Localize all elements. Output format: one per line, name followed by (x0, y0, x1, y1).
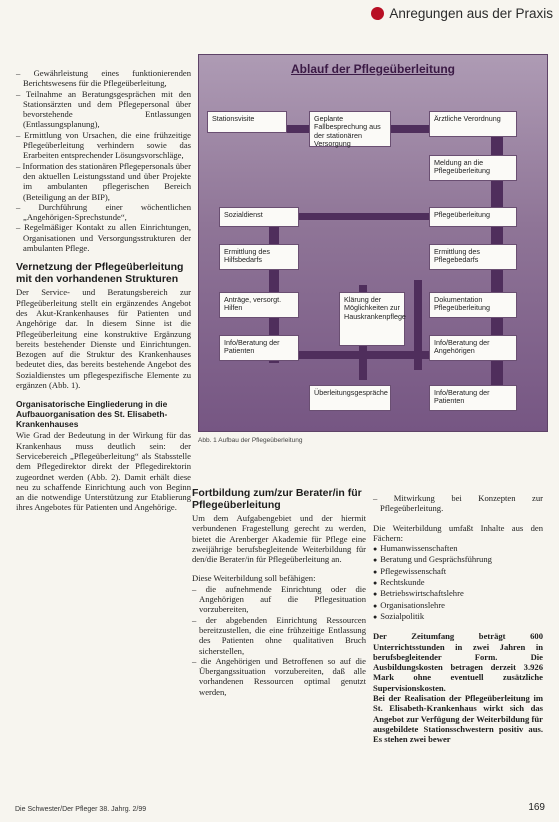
subject-item: ● Organisationslehre (373, 600, 445, 610)
box-sozialdienst: Sozialdienst (219, 207, 299, 227)
list-item: – Mitwirkung bei Konzepten zur Pflegeüberleitung. (373, 493, 543, 514)
list-item: – die Angehörigen und Betroffenen so auf die Übergangssituation vorzubereiten, daß alle vorhandenen Ressourcen optimal genutzt werden, (192, 655, 366, 697)
paragraph: Um dem Aufgabengebiet und der hiermit verbundenen Fragestellung gerecht zu werden, bietet die Arenberger Akademie für Pflege eine zweijährige berufsbegleitende Weiterbildung für den/die Berater/in für Pflegeüberleitung an. (192, 513, 366, 565)
paragraph: Bei der Realisation der Pflegeüberleitung im St. Elisabeth-Krankenhaus wirkt sich das Angebot zur Verfügung der Weiterbildung für ausgebildete Stationsschwestern positiv aus. Es stehen zwei bewer (373, 693, 543, 745)
list-item: – Gewährleistung eines funktionierenden Berichtswesens für die Pflegeüberleitung, (16, 68, 191, 89)
section-heading: Fortbildung zum/zur Berater/in für Pflegeüberleitung (192, 487, 362, 511)
list-item: – Regelmäßiger Kontakt zu allen Einrichtungen, Organisationen und Versorgungsstrukturen der ambulanten Pflege. (16, 222, 191, 254)
box-klaerung: Klärung der Möglichkeiten zur Hauskrankenpflege (339, 292, 405, 346)
journal-footer: Die Schwester/Der Pfleger 38. Jahrg. 2/99 (15, 806, 147, 813)
column-right (373, 493, 543, 745)
paragraph: Diese Weiterbildung soll befähigen: (192, 573, 316, 584)
paragraph: Der Service- und Beratungsbereich zur Pflegeüberleitung stellt ein ergänzendes Angebot des Akut-Krankenhauses für Patienten und Angehörige dar. In diesem Sinne ist die Pflegeüberleitung eine konstruktive Ergänzung bereits bestehender Dienste und Einrichtungen. Bezogen auf die Struktur des Krankenhauses bedeutet dies, das bereits bestehende Angebot des Sozialdienstes um pflegespezifische Elemente zu ergänzen (Abb. 1). (16, 287, 191, 391)
subject-item: ● Sozialpolitik (373, 611, 424, 621)
subject-item: ● Pflegewissenschaft (373, 566, 446, 576)
page-number: 169 (528, 802, 545, 813)
column-left (16, 68, 191, 513)
box-fallbesprechung: Geplante Fallbesprechung aus der stationären Versorgung (309, 111, 391, 147)
box-info-angehoerige: Info/Beratung der Angehörigen (429, 335, 517, 361)
section-title: Anregungen aus der Praxis (389, 6, 553, 21)
list-item: – Durchführung einer wöchentlichen „Angehörigen-Sprechstunde“, (16, 201, 191, 223)
subject-item: ● Beratung und Gesprächsführung (373, 554, 492, 564)
box-info-patienten: Info/Beratung der Patienten (219, 335, 299, 361)
list-item: – Information des stationären Pflegepersonals über den aktuellen Leistungsstand und über Projekte im ambulanten pflegerischen Bereich (Beteiligung an der BIP), (16, 160, 191, 202)
section-heading: Vernetzung der Pflegeüberleitung mit den vorhandenen Strukturen (16, 261, 184, 285)
box-pflegeueberleitung: Pflegeüberleitung (429, 207, 517, 227)
paragraph: Wie Grad der Bedeutung in der Wirkung für das Krankenhaus muss deutlich sein: der Servicebereich „Pflegeüberleitung“ als Stabsstelle dem Pflegedirektor direkt der Pflegedirektorin zugeordnet werden (Abb. 2). Damit erhält diese neu zu schaffende Einrichtung auch von Beginn an die notwendige Unterstützung zur Etablierung ihres Angebotes für Patienten und Angehörige. (16, 430, 191, 513)
figure-caption: Abb. 1 Aufbau der Pflegeüberleitung (198, 437, 303, 444)
flowchart-figure (198, 54, 548, 432)
subject-item: ● Humanwissenschaften (373, 543, 458, 553)
bullet-dot-icon (371, 7, 384, 20)
list-item: – die aufnehmende Einrichtung oder die Angehörigen auf die Pflegesituation vorzubereiten, (192, 583, 366, 615)
list-item: – Ermittlung von Ursachen, die eine frühzeitige Pflegeüberleitung verhindern sowie das Erarbeiten entsprechender Lösungsvorschläge, (16, 129, 191, 161)
paragraph: Der Zeitumfang beträgt 600 Unterrichtsstunden in zwei Jahren in berufsbegleitender Form. Die Ausbildungskosten betragen derzeit 3.926 Mark ohne eventuell zusätzliche Supervisionskosten. (373, 631, 543, 693)
list-item: – der abgebenden Einrichtung Ressourcen bereitzustellen, die eine frühzeitige Entlassung des Patienten ohne qualitativen Bruch sicherstellen, (192, 614, 366, 656)
box-info-patienten-2: Info/Beratung der Patienten (429, 385, 517, 411)
subsection-heading: Organisatorische Eingliederung in die Aufbauorganisation des St. Elisabeth-Krankenhauses (16, 399, 168, 430)
box-aerztliche-verordnung: Ärztliche Verordnung (429, 111, 517, 137)
box-dokumentation: Dokumentation Pflegeüberleitung (429, 292, 517, 318)
box-hilfsbedarf: Ermittlung des Hilfsbedarfs (219, 244, 299, 270)
subject-item: ● Rechtskunde (373, 577, 425, 587)
section-header (371, 6, 553, 21)
box-stationsvisite: Stationsvisite (207, 111, 287, 133)
figure-title: Ablauf der Pflegeüberleitung (290, 62, 455, 76)
list-item: – Teilnahme an Beratungsgesprächen mit den Stationsärzten und dem Pflegepersonal über bevorstehende Entlassungen (Entlassungsplanung), (16, 88, 191, 130)
box-antraege: Anträge, versorgt. Hilfen (219, 292, 299, 318)
paragraph: Die Weiterbildung umfaßt Inhalte aus den Fächern: (373, 522, 543, 543)
column-middle (192, 488, 366, 697)
box-ueberleitungsgespraeche: Überleitungsgespräche (309, 385, 391, 411)
subject-item: ● Betriebswirtschaftslehre (373, 588, 464, 598)
box-meldung: Meldung an die Pflegeüberleitung (429, 155, 517, 181)
box-pflegebedarf: Ermittlung des Pflegebedarfs (429, 244, 517, 270)
